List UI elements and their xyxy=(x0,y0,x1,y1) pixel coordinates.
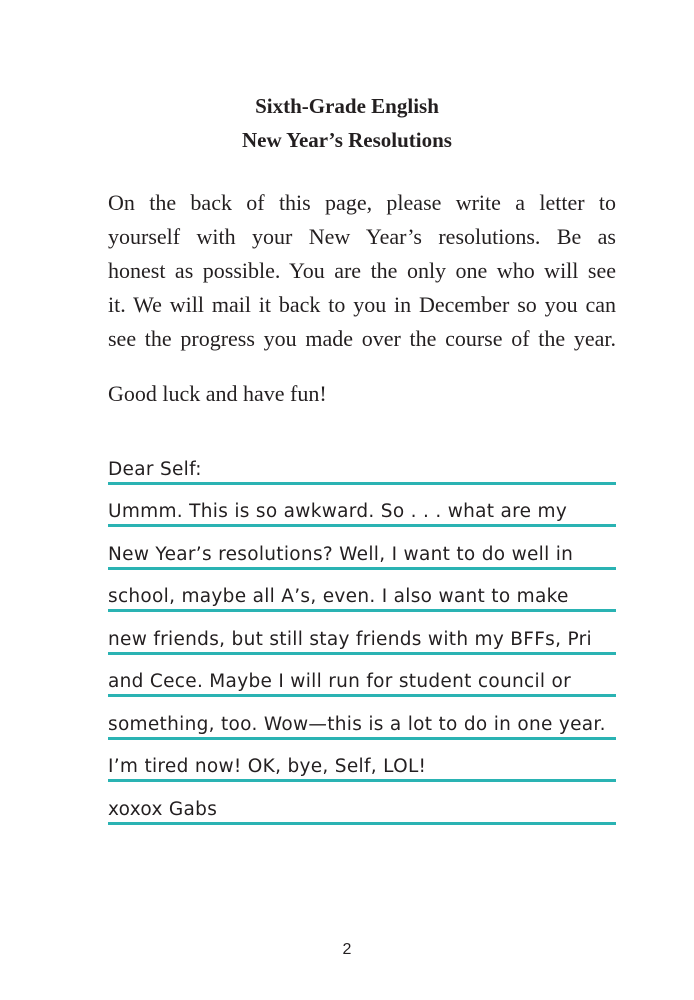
instructions-line: it. We will mail it back to you in December so you can xyxy=(108,292,616,317)
letter-text-line: new friends, but still stay friends with my BFFs, Pri xyxy=(108,628,592,650)
ruled-line xyxy=(108,570,616,613)
instructions-line: On the back of this page, please write a letter to xyxy=(108,190,616,215)
ruled-line xyxy=(108,655,616,698)
instructions-paragraph xyxy=(108,186,616,322)
ruled-line xyxy=(108,612,616,655)
instructions-line: honest as possible. You are the only one who will see xyxy=(108,258,616,283)
letter-text-line: I’m tired now! OK, bye, Self, LOL! xyxy=(108,756,427,777)
ruled-line xyxy=(108,527,616,570)
letter-text-line: and Cece. Maybe I will run for student council or xyxy=(108,671,572,692)
letter-signature: xoxox Gabs xyxy=(108,798,218,820)
page-title-assignment: New Year’s Resolutions xyxy=(242,128,452,152)
ruled-line xyxy=(108,697,616,740)
ruled-line xyxy=(108,485,616,528)
ruled-line xyxy=(108,782,616,825)
letter-greeting: Dear Self: xyxy=(108,458,202,480)
instructions-line: yourself with your New Year’s resolutions. Be as xyxy=(108,224,616,249)
letter-text-line: something, too. Wow—this is a lot to do in one year. xyxy=(108,713,606,735)
handwritten-letter xyxy=(108,442,616,825)
letter-text-line: New Year’s resolutions? Well, I want to do well in xyxy=(108,543,574,565)
letter-text-line: school, maybe all A’s, even. I also want to make xyxy=(108,586,569,607)
page-title-course: Sixth-Grade English xyxy=(255,94,439,118)
instructions-line-last: see the progress you made over the course of the year. xyxy=(108,326,616,351)
ruled-line xyxy=(108,740,616,783)
page-number: 2 xyxy=(342,941,352,958)
letter-text-line: Ummm. This is so awkward. So . . . what are my xyxy=(108,501,568,522)
instructions-closing: Good luck and have fun! xyxy=(108,381,327,406)
ruled-line xyxy=(108,442,616,485)
